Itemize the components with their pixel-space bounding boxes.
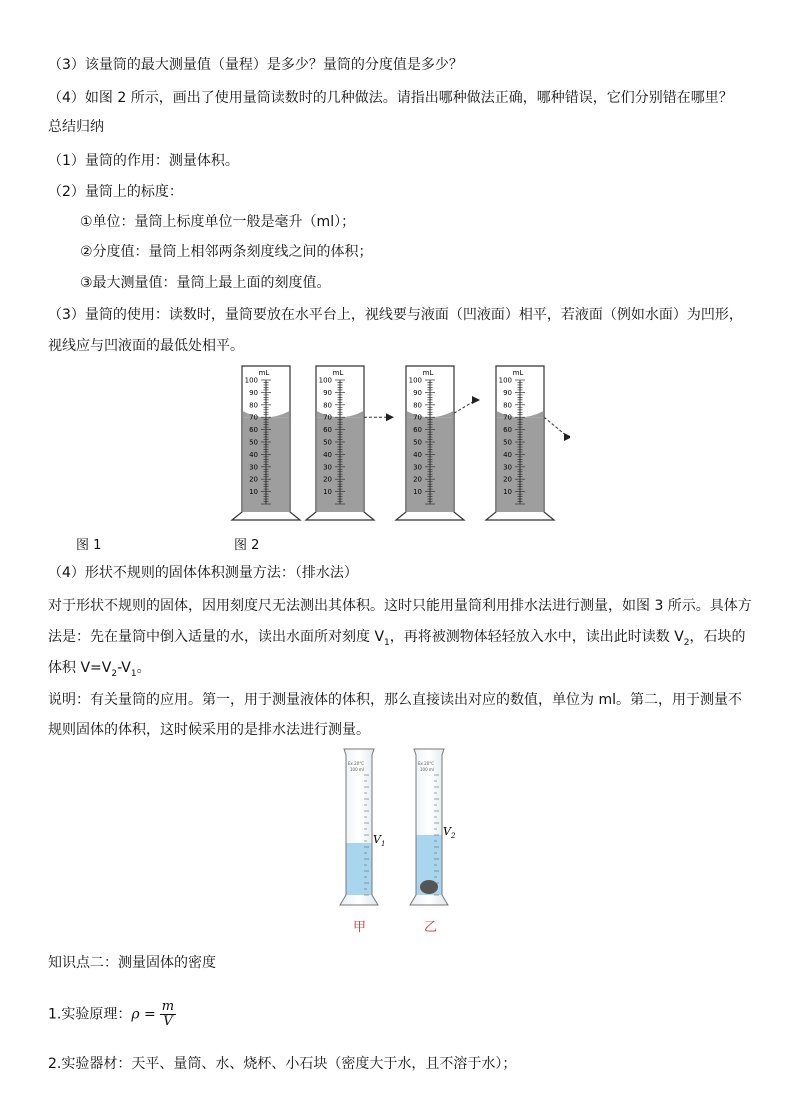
tick-label: 100 bbox=[408, 376, 422, 385]
tick-label: 80 bbox=[503, 401, 512, 410]
tick-label: 60 bbox=[503, 426, 512, 435]
tick-label: 60 bbox=[413, 426, 422, 435]
unit-label: mL bbox=[422, 369, 434, 377]
label-a1: Ex 20°C bbox=[348, 761, 365, 766]
label-a2: 100 ml bbox=[350, 767, 364, 772]
line-s3b: 视线应与凹液面的最低处相平。 bbox=[48, 338, 244, 354]
knowledge-point-2: 知识点二：测量固体的密度 bbox=[48, 955, 216, 971]
sub-2b: 2 bbox=[111, 668, 118, 679]
cylinder-a bbox=[340, 749, 378, 905]
tick-label: 10 bbox=[503, 488, 512, 497]
summary-heading: 总结归纳 bbox=[48, 119, 104, 135]
tick-label: 60 bbox=[323, 426, 332, 435]
unit-label: mL bbox=[512, 369, 524, 377]
sub-2a: 2 bbox=[683, 637, 690, 648]
tick-label: 10 bbox=[323, 488, 332, 497]
cylinder-3 bbox=[396, 366, 464, 520]
v2-label: $V_2$ bbox=[443, 825, 456, 840]
tick-label: 20 bbox=[323, 475, 332, 484]
p1c-mid: -V bbox=[117, 660, 131, 676]
caption-yi: 乙 bbox=[424, 920, 438, 935]
line-q3: （3）该量筒的最大测量值（量程）是多少？量筒的分度值是多少？ bbox=[48, 57, 463, 73]
line-p1b bbox=[48, 627, 746, 653]
line-p1c bbox=[48, 658, 151, 684]
tick-label: 80 bbox=[323, 401, 332, 410]
tick-label: 100 bbox=[244, 376, 258, 385]
tick-label: 60 bbox=[249, 426, 258, 435]
tick-label: 30 bbox=[249, 463, 258, 472]
tick-label: 70 bbox=[503, 413, 512, 422]
figure-2-cylinders bbox=[230, 362, 570, 524]
tick-label: 20 bbox=[249, 475, 258, 484]
line-e1 bbox=[48, 1000, 176, 1029]
line-n1: 说明：有关量筒的应用。第一，用于测量液体的体积，那么直接读出对应的数值，单位为 ml。第二，用于测量不 bbox=[48, 692, 742, 708]
tick-label: 80 bbox=[249, 401, 258, 410]
stone bbox=[420, 880, 438, 894]
water-a bbox=[347, 843, 372, 895]
e1-label: 1.实验原理： bbox=[48, 1006, 132, 1023]
eye-icon bbox=[386, 413, 394, 421]
eye-icon bbox=[564, 433, 570, 441]
p1b-end: ，石块的 bbox=[689, 629, 746, 645]
formula-num: m bbox=[161, 999, 175, 1014]
tick-label: 40 bbox=[323, 450, 332, 459]
tick-label: 50 bbox=[323, 438, 332, 447]
tick-label: 30 bbox=[323, 463, 332, 472]
tick-label: 20 bbox=[503, 475, 512, 484]
sub-1a: 1 bbox=[384, 637, 390, 648]
tick-label: 50 bbox=[413, 438, 422, 447]
tick-label: 40 bbox=[413, 450, 422, 459]
tick-label: 10 bbox=[413, 488, 422, 497]
tick-label: 50 bbox=[249, 438, 258, 447]
eye-icon bbox=[472, 396, 480, 404]
formula-den: V bbox=[163, 1014, 173, 1029]
line-s4: （4）形状不规则的固体体积测量方法：（排水法） bbox=[48, 565, 358, 581]
sub-1b: 1 bbox=[130, 668, 137, 679]
tick-label: 30 bbox=[413, 463, 422, 472]
cylinder-1 bbox=[232, 366, 300, 520]
caption-fig1: 图 1 bbox=[76, 538, 102, 553]
p1c-end: 。 bbox=[136, 660, 151, 676]
tick-label: 70 bbox=[249, 413, 258, 422]
tick-label: 70 bbox=[413, 413, 422, 422]
tick-label: 40 bbox=[249, 450, 258, 459]
tick-label: 100 bbox=[498, 376, 512, 385]
line-n2: 规则固体的体积，这时候采用的是排水法进行测量。 bbox=[48, 722, 370, 738]
tick-label: 20 bbox=[413, 475, 422, 484]
p1b-pre: 法是：先在量筒中倒入适量的水，读出水面所对刻度 V bbox=[48, 629, 385, 645]
tick-label: 10 bbox=[249, 488, 258, 497]
caption-fig2: 图 2 bbox=[234, 538, 260, 553]
tick-label: 50 bbox=[503, 438, 512, 447]
line-q4: （4）如图 2 所示，画出了使用量筒读数时的几种做法。请指出哪种做法正确，哪种错误，它们分别错在哪里？ bbox=[48, 90, 733, 106]
line-p1a: 对于形状不规则的固体，因用刻度尺无法测出其体积。这时只能用量筒利用排水法进行测量，如图 3 所示。具体方 bbox=[48, 598, 752, 614]
cylinder-2 bbox=[306, 366, 374, 520]
tick-label: 80 bbox=[413, 401, 422, 410]
p1c-pre: 体积 V=V bbox=[48, 660, 112, 676]
line-e2: 2.实验器材：天平、量筒、水、烧杯、小石块（密度大于水，且不溶于水）； bbox=[48, 1056, 517, 1072]
cylinder-4 bbox=[486, 366, 554, 520]
unit-label: mL bbox=[258, 369, 270, 377]
formula-lhs: ρ = bbox=[131, 1006, 156, 1023]
figure-3-displacement bbox=[330, 745, 470, 915]
v1-label: $V_1$ bbox=[373, 833, 386, 848]
unit-label: mL bbox=[332, 369, 344, 377]
line-s1: （1）量筒的作用：测量体积。 bbox=[48, 153, 239, 169]
tick-label: 100 bbox=[318, 376, 332, 385]
line-s2: （2）量筒上的标度： bbox=[48, 184, 183, 200]
tick-label: 90 bbox=[413, 388, 422, 397]
line-s2b: ②分度值：量筒上相邻两条刻度线之间的体积； bbox=[80, 244, 373, 260]
density-formula bbox=[160, 1000, 176, 1029]
p1b-mid: ，再将被测物体轻轻放入水中，读出此时读数 V bbox=[389, 629, 684, 645]
tick-label: 30 bbox=[503, 463, 512, 472]
tick-label: 90 bbox=[249, 388, 258, 397]
tick-label: 70 bbox=[323, 413, 332, 422]
tick-label: 90 bbox=[503, 388, 512, 397]
label-b1: Ex 20°C bbox=[418, 761, 435, 766]
line-s2c: ③最大测量值：量筒上最上面的刻度值。 bbox=[80, 275, 331, 291]
tick-label: 90 bbox=[323, 388, 332, 397]
label-b2: 100 ml bbox=[420, 767, 434, 772]
line-s3a: （3）量筒的使用：读数时，量筒要放在水平台上，视线要与液面（凹液面）相平，若液面（例如水面）为凹形， bbox=[48, 307, 743, 323]
caption-jia: 甲 bbox=[353, 920, 367, 935]
line-s2a: ①单位：量筒上标度单位一般是毫升（ml）； bbox=[80, 214, 356, 230]
tick-label: 40 bbox=[503, 450, 512, 459]
